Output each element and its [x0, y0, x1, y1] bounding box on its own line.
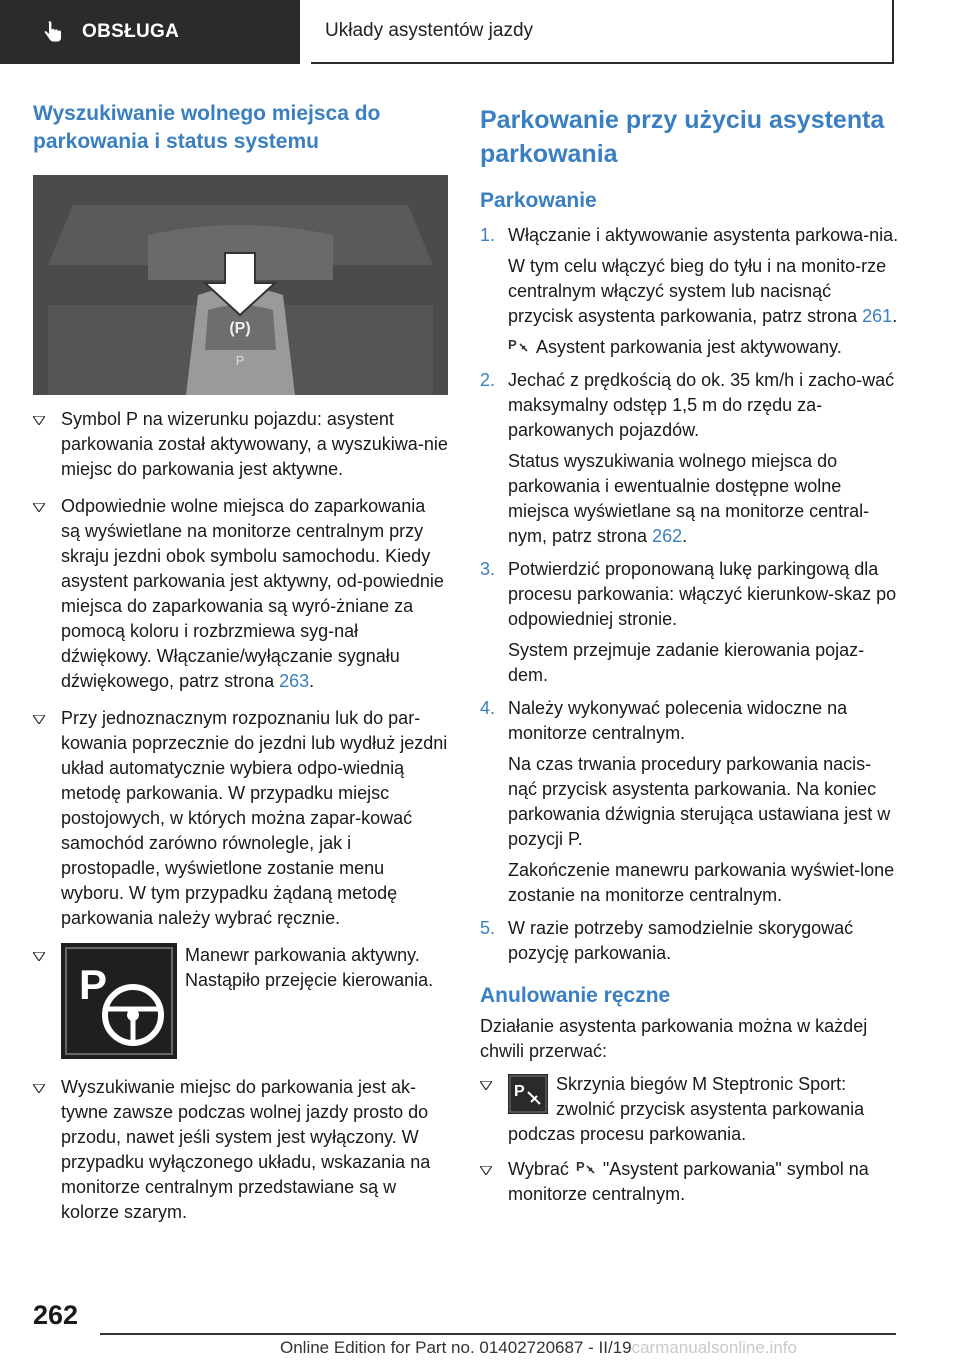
step-item: 3. Potwierdzić proponowaną lukę parkingową dla procesu parkowania: włączyć kierunkow‐skaz po odpowiedniej stronie. System przejmuje zadanie kierowania pojaz‐dem.	[480, 559, 897, 685]
left-heading: Wyszukiwanie wolnego miejsca do parkowania i status systemu	[33, 102, 381, 153]
park-assist-icon	[508, 336, 532, 356]
triangle-bullet-icon	[33, 952, 45, 961]
svg-text:P: P	[79, 961, 108, 1008]
section-label: OBSŁUGA	[82, 21, 180, 42]
list-item: Wybrać P "Asystent parkowania" symbol na monitorze centralnym.	[480, 1157, 900, 1207]
right-column	[480, 103, 900, 1207]
triangle-bullet-icon	[33, 1084, 45, 1093]
footer-edition: Online Edition for Part no. 01402720687 - II/19carmanualsonline.info	[280, 1338, 797, 1357]
section-tab	[0, 0, 298, 64]
page-number: 262	[33, 1300, 79, 1330]
svg-text:(P): (P)	[229, 320, 251, 337]
page-link-262[interactable]: 262	[652, 526, 683, 546]
parking-display-illustration	[33, 175, 448, 395]
header-divider	[298, 0, 311, 64]
chapter-header	[311, 0, 894, 64]
park-steering-icon	[61, 943, 177, 1059]
list-item: Symbol P na wizerunku pojazdu: asystent parkowania został aktywowany, a wyszukiwa‐nie miejsc do parkowania jest aktywne.	[33, 407, 448, 482]
chapter-title: Układy asystentów jazdy	[325, 20, 534, 41]
cancel-intro: Działanie asystenta parkowania można w każdej chwili przerwać:	[480, 1016, 868, 1061]
step-item: 5. W razie potrzeby samodzielnie skorygować pozycję parkowania.	[480, 918, 854, 963]
triangle-bullet-icon	[33, 715, 45, 724]
list-item: Wyszukiwanie miejsc do parkowania jest ak‐tywne zawsze podczas wolnej jazdy prosto do przodu, nawet jeśli system jest wyłączony. W przypadku wyłączonego układu, wskazania na monitorze centralnym przedstawiane są w kolorze szarym.	[33, 1075, 448, 1225]
subheading-cancel: Anulowanie ręczne	[480, 984, 671, 1007]
hand-pointer-icon	[40, 19, 66, 45]
step-item: 1. Włączanie i aktywowanie asystenta parkowa‐nia. W tym celu włączyć bieg do tyłu i na monito‐rze centralnym włączyć system lub nacisnąć przycisk asystenta parkowania, patrz strona 261. P Asystent parkowania jest aktywowany.	[480, 225, 899, 357]
svg-text:P: P	[235, 353, 245, 368]
triangle-bullet-icon	[480, 1166, 492, 1175]
svg-text:P: P	[575, 1159, 585, 1174]
page-link-261[interactable]: 261	[862, 306, 893, 326]
svg-text:P: P	[514, 1083, 525, 1100]
right-heading: Parkowanie przy użyciu asystenta parkowania	[480, 106, 885, 168]
step-item: 2. Jechać z prędkością do ok. 35 km/h i zacho‐wać maksymalny odstęp 1,5 m do rzędu za‐parkowanych pojazdów. Status wyszukiwania wolnego miejsca do parkowania i ewentualnie dostępne wolne miejsca wyświetlane są na monitorze central‐nym, patrz strona 262.	[480, 370, 895, 546]
list-item: P Manewr parkowania aktywny. Nastąpiło przejęcie kierowania.	[33, 943, 448, 1063]
footer-divider	[100, 1333, 896, 1335]
triangle-bullet-icon	[480, 1081, 492, 1090]
subheading-parking: Parkowanie	[480, 189, 597, 212]
list-item: Przy jednoznacznym rozpoznaniu luk do par‐kowania poprzecznie do jezdni lub wydłuż jezdni układ automatycznie wybiera odpo‐wiednią metodę parkowania. W przypadku miejsc postojowych, w których można zapar‐kować samochód zarówno równolegle, jak i prostopadle, wyświetlone zostanie menu wyboru. W tym przypadku żądaną metodę parkowania należy wybrać ręcznie.	[33, 706, 448, 931]
left-column	[33, 100, 448, 156]
park-assist-button-icon	[508, 1074, 548, 1114]
car-top-view-icon	[33, 175, 448, 395]
list-item: P Skrzynia biegów M Steptronic Sport: zwolnić przycisk asystenta parkowania podczas procesu parkowania.	[480, 1072, 900, 1147]
list-item: Odpowiednie wolne miejsca do zaparkowania są wyświetlane na monitorze centralnym przy skraju jezdni obok symbolu samochodu. Kiedy asystent parkowania jest aktywny, od‐powiednie miejsca do zaparkowania są wyró‐żniane za pomocą koloru i rozbrzmiewa syg‐nał dźwiękowy. Włączanie/wyłączanie sygnału dźwiękowego, patrz strona 263.	[33, 494, 448, 694]
svg-text:P: P	[508, 337, 517, 352]
step-item: 4. Należy wykonywać polecenia widoczne na monitorze centralnym. Na czas trwania procedury parkowania nacis‐nąć przycisk asystenta parkowania. Na koniec parkowania dźwignia sterująca ustawiana jest w pozycji P. Zakończenie manewru parkowania wyświet‐lone zostanie na monitorze centralnym.	[480, 698, 895, 905]
page-link-263[interactable]: 263	[279, 671, 310, 691]
watermark: carmanualsonline.info	[631, 1338, 797, 1357]
park-assist-icon	[574, 1158, 598, 1178]
left-bullets	[33, 407, 448, 1225]
triangle-bullet-icon	[33, 503, 45, 512]
triangle-bullet-icon	[33, 416, 45, 425]
